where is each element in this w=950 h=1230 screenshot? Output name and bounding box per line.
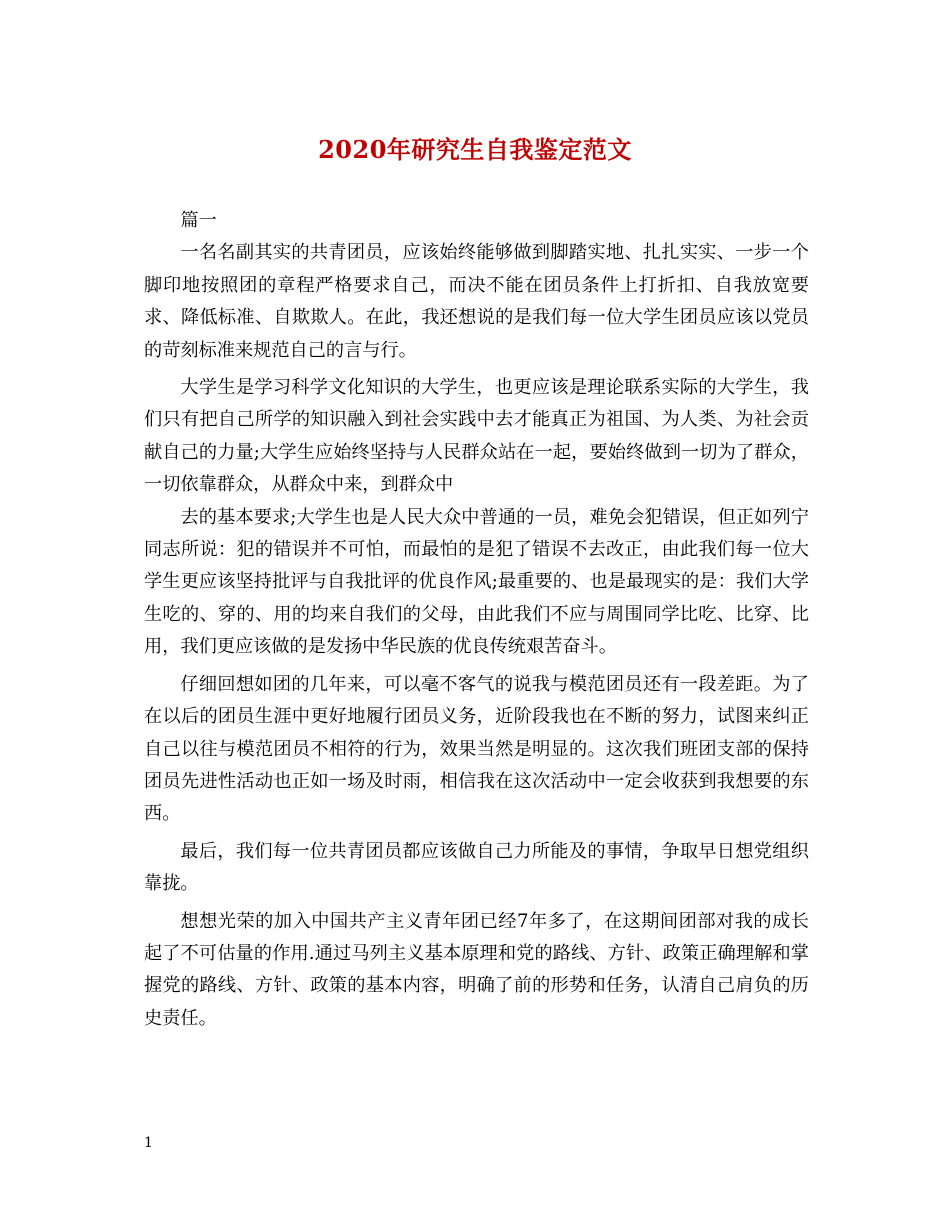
section-label: 篇一 bbox=[180, 210, 217, 231]
paragraph-4: 仔细回想如团的几年来，可以毫不客气的说我与模范团员还有一段差距。为了在以后的团员生涯中更好地履行团员义务，近阶段我也在不断的努力，试图来纠正自己以往与模范团员不相符的行为，效果当然是明显的。这次我们班团支部的保持团员先进性活动也正如一场及时雨，相信我在这次活动中一定会收获到我想要的东西。 bbox=[144, 673, 809, 825]
document-title: 2020年研究生自我鉴定范文 bbox=[318, 135, 632, 164]
page-number: 1 bbox=[144, 1135, 153, 1151]
paragraph-3: 去的基本要求;大学生也是人民大众中普通的一员，难免会犯错误，但正如列宁同志所说：犯的错误并不可怕，而最怕的是犯了错误不去改正，由此我们每一位大学生更应该坚持批评与自我批评的优良作风;最重要的、也是最现实的是：我们大学生吃的、穿的、用的均来自我们的父母，由此我们不应与周围同学比吃、比穿、比用，我们更应该做的是发扬中华民族的优良传统艰苦奋斗。 bbox=[144, 506, 809, 658]
paragraph-2: 大学生是学习科学文化知识的大学生，也更应该是理论联系实际的大学生，我们只有把自己所学的知识融入到社会实践中去才能真正为祖国、为人类、为社会贡献自己的力量;大学生应始终坚持与人民群众站在一起，要始终做到一切为了群众，一切依靠群众，从群众中来，到群众中 bbox=[144, 377, 809, 496]
paragraph-5: 最后，我们每一位共青团员都应该做自己力所能及的事情，争取早日想党组织靠拢。 bbox=[144, 840, 809, 895]
document-body bbox=[144, 205, 809, 1040]
paragraph-1: 一名名副其实的共青团员，应该始终能够做到脚踏实地、扎扎实实、一步一个脚印地按照团的章程严格要求自己，而决不能在团员条件上打折扣、自我放宽要求、降低标准、自欺欺人。在此，我还想说的是我们每一位大学生团员应该以党员的苛刻标准来规范自己的言与行。 bbox=[144, 242, 809, 361]
paragraph-6: 想想光荣的加入中国共产主义青年团已经7年多了，在这期间团部对我的成长起了不可估量的作用.通过马列主义基本原理和党的路线、方针、政策正确理解和掌握党的路线、方针、政策的基本内容，明确了前的形势和任务，认清自己肩负的历史责任。 bbox=[144, 910, 809, 1029]
